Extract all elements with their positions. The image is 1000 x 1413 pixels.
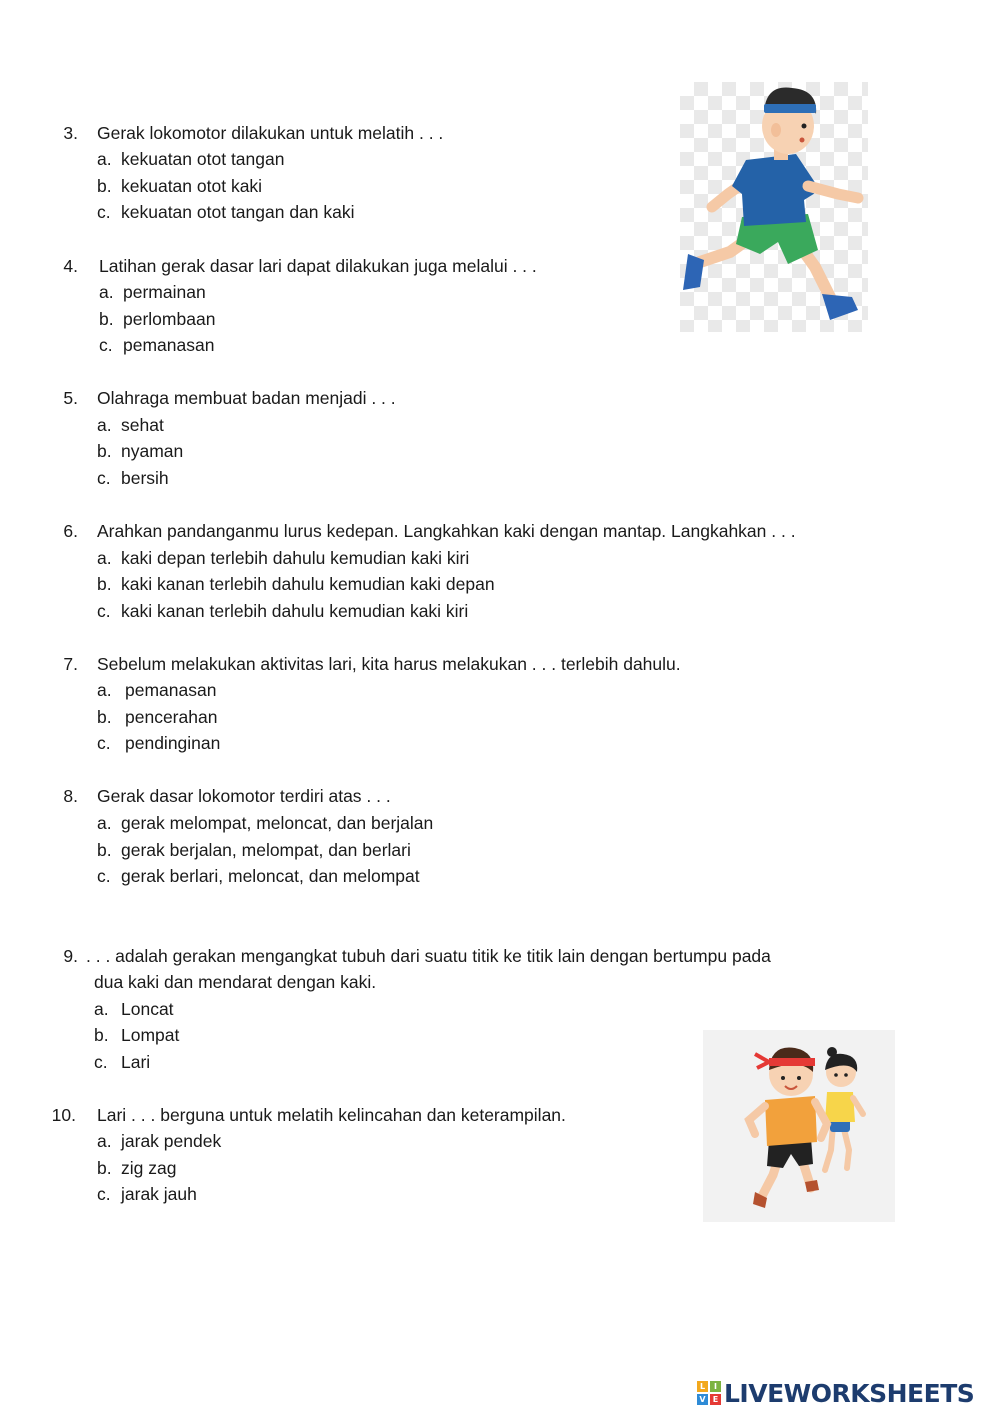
option-text: kaki kanan terlebih dahulu kemudian kaki depan bbox=[121, 574, 495, 594]
logo-cell: L bbox=[697, 1381, 708, 1392]
option-text: Lari bbox=[121, 1052, 151, 1072]
question-6-option-c[interactable] bbox=[97, 600, 468, 622]
question-10-option-a[interactable] bbox=[97, 1130, 221, 1152]
question-3-option-b[interactable] bbox=[97, 175, 262, 197]
question-10-option-c[interactable] bbox=[97, 1183, 197, 1205]
option-letter: c. bbox=[97, 866, 111, 886]
option-text: kekuatan otot kaki bbox=[121, 176, 263, 196]
option-letter: b. bbox=[97, 840, 112, 860]
option-text: gerak berjalan, melompat, dan berlari bbox=[121, 840, 411, 860]
kids-running-icon bbox=[703, 1030, 895, 1222]
question-5-option-b[interactable] bbox=[97, 440, 183, 462]
option-text: sehat bbox=[121, 415, 164, 435]
option-letter: a. bbox=[97, 548, 112, 568]
option-letter: a. bbox=[97, 813, 112, 833]
logo-text: LIVEWORKSHEETS bbox=[724, 1378, 975, 1408]
option-text: nyaman bbox=[121, 441, 184, 461]
question-6-option-a[interactable] bbox=[97, 547, 469, 569]
option-letter: a. bbox=[97, 415, 112, 435]
question-3-number: 3. bbox=[63, 123, 78, 143]
option-text: pendinginan bbox=[125, 733, 221, 753]
logo-mark bbox=[697, 1381, 721, 1405]
option-text: pencerahan bbox=[125, 707, 218, 727]
question-8-number: 8. bbox=[63, 786, 78, 806]
question-7-number: 7. bbox=[63, 654, 78, 674]
logo-cell: E bbox=[710, 1394, 721, 1405]
option-letter: c. bbox=[97, 1184, 111, 1204]
question-7-option-b[interactable] bbox=[97, 706, 217, 728]
question-8-option-c[interactable] bbox=[97, 865, 420, 887]
option-letter: b. bbox=[97, 707, 112, 727]
question-8-option-a[interactable] bbox=[97, 812, 433, 834]
question-5-option-c[interactable] bbox=[97, 467, 169, 489]
question-6-number: 6. bbox=[63, 521, 78, 541]
option-letter: c. bbox=[99, 335, 113, 355]
question-4-option-c[interactable] bbox=[99, 334, 214, 356]
question-9-option-a[interactable] bbox=[94, 998, 174, 1020]
option-text: permainan bbox=[123, 282, 206, 302]
question-5-stem: Olahraga membuat badan menjadi . . . bbox=[97, 388, 396, 408]
kids-running-illustration bbox=[703, 1030, 895, 1222]
option-letter: a. bbox=[97, 149, 112, 169]
option-text: Loncat bbox=[121, 999, 174, 1019]
option-text: perlombaan bbox=[123, 309, 216, 329]
option-letter: a. bbox=[99, 282, 114, 302]
option-text: gerak berlari, meloncat, dan melompat bbox=[121, 866, 420, 886]
question-4-stem: Latihan gerak dasar lari dapat dilakukan juga melalui . . . bbox=[99, 256, 537, 276]
question-3-stem: Gerak lokomotor dilakukan untuk melatih . . . bbox=[97, 123, 444, 143]
question-9-option-b[interactable] bbox=[94, 1024, 179, 1046]
option-letter: c. bbox=[97, 601, 111, 621]
option-text: gerak melompat, meloncat, dan berjalan bbox=[121, 813, 434, 833]
question-4-option-a[interactable] bbox=[99, 281, 206, 303]
option-text: pemanasan bbox=[125, 680, 217, 700]
running-boy-illustration bbox=[680, 82, 868, 332]
option-letter: b. bbox=[97, 574, 112, 594]
option-letter: b. bbox=[97, 441, 112, 461]
option-letter: a. bbox=[97, 1131, 112, 1151]
logo-cell: I bbox=[710, 1381, 721, 1392]
option-letter: b. bbox=[97, 1158, 112, 1178]
question-6-stem: Arahkan pandanganmu lurus kedepan. Langkahkan kaki dengan mantap. Langkahkan . . . bbox=[97, 521, 796, 541]
question-9-stem: . . . adalah gerakan mengangkat tubuh dari suatu titik ke titik lain dengan bertumpu pada bbox=[86, 946, 771, 966]
question-9-number: 9. bbox=[63, 946, 78, 966]
option-letter: c. bbox=[97, 202, 111, 222]
question-10-number: 10. bbox=[51, 1105, 76, 1125]
option-letter: a. bbox=[97, 680, 112, 700]
option-text: kaki kanan terlebih dahulu kemudian kaki kiri bbox=[121, 601, 469, 621]
question-6-option-b[interactable] bbox=[97, 573, 495, 595]
option-text: Lompat bbox=[121, 1025, 180, 1045]
option-text: pemanasan bbox=[123, 335, 215, 355]
question-7-option-c[interactable] bbox=[97, 732, 220, 754]
question-4-option-b[interactable] bbox=[99, 308, 215, 330]
question-9-stem-line2: dua kaki dan mendarat dengan kaki. bbox=[94, 972, 377, 992]
option-text: kaki depan terlebih dahulu kemudian kaki kiri bbox=[121, 548, 470, 568]
option-letter: b. bbox=[97, 176, 112, 196]
logo-cell: V bbox=[697, 1394, 708, 1405]
question-8-option-b[interactable] bbox=[97, 839, 411, 861]
question-3-option-c[interactable] bbox=[97, 201, 355, 223]
option-letter: c. bbox=[97, 468, 111, 488]
question-3-option-a[interactable] bbox=[97, 148, 284, 170]
option-text: jarak pendek bbox=[121, 1131, 222, 1151]
option-text: kekuatan otot tangan dan kaki bbox=[121, 202, 355, 222]
question-7-stem: Sebelum melakukan aktivitas lari, kita harus melakukan . . . terlebih dahulu. bbox=[97, 654, 681, 674]
option-text: jarak jauh bbox=[121, 1184, 197, 1204]
running-boy-icon bbox=[680, 82, 868, 332]
liveworksheets-logo[interactable] bbox=[697, 1376, 974, 1410]
question-9-option-c[interactable] bbox=[94, 1051, 150, 1073]
option-letter: b. bbox=[94, 1025, 109, 1045]
question-8-stem: Gerak dasar lokomotor terdiri atas . . . bbox=[97, 786, 391, 806]
option-letter: b. bbox=[99, 309, 114, 329]
option-text: kekuatan otot tangan bbox=[121, 149, 285, 169]
question-7-option-a[interactable] bbox=[97, 679, 216, 701]
option-text: zig zag bbox=[121, 1158, 177, 1178]
option-text: bersih bbox=[121, 468, 169, 488]
question-10-stem: Lari . . . berguna untuk melatih kelincahan dan keterampilan. bbox=[97, 1105, 566, 1125]
question-10-option-b[interactable] bbox=[97, 1157, 176, 1179]
option-letter: a. bbox=[94, 999, 109, 1019]
question-5-option-a[interactable] bbox=[97, 414, 164, 436]
question-4-number: 4. bbox=[63, 256, 78, 276]
question-5-number: 5. bbox=[63, 388, 78, 408]
option-letter: c. bbox=[97, 733, 111, 753]
option-letter: c. bbox=[94, 1052, 108, 1072]
